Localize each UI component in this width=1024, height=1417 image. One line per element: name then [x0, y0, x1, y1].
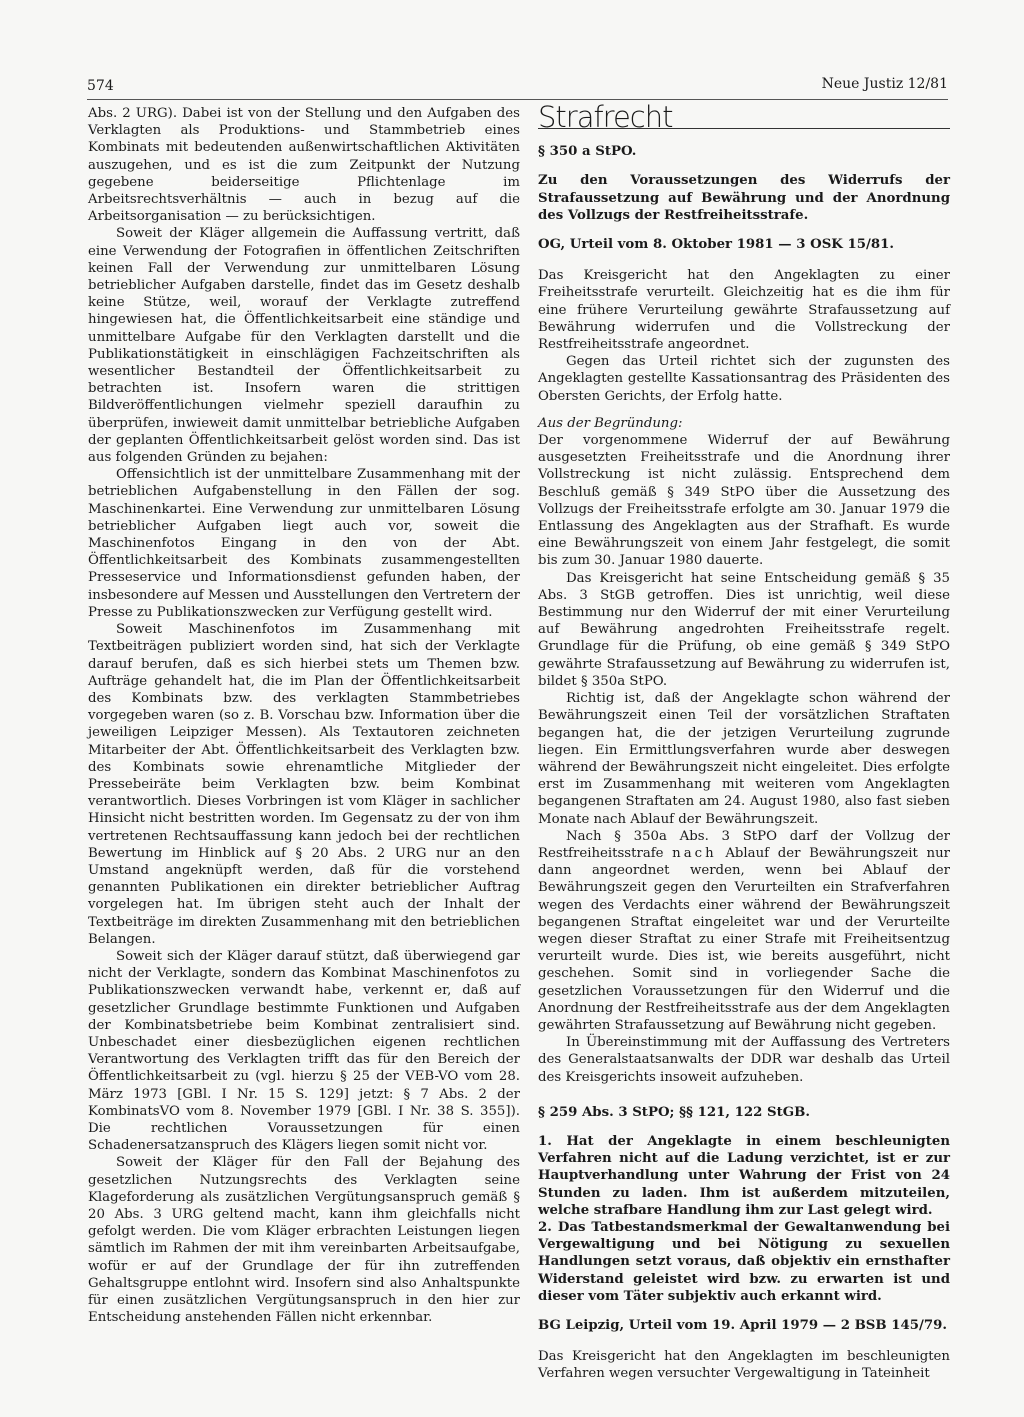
paragraph: Das Kreisgericht hat den Angeklagten zu einer Freiheitsstrafe verurteilt. Gleichzeitig hat es die ihm für eine frühere Verurteilung gewährte Strafaussetzung auf Bewährung widerrufen und die Vollstreckung der Restfreiheitsstrafe angeordnet.	[538, 268, 950, 353]
paragraph: Der vorgenommene Widerruf der auf Bewährung ausgesetzten Freiheitsstrafe und die Anordnung ihrer Vollstreckung ist nicht zulässig. Entsprechend dem Beschluß gemäß § 349 StPO über die Aussetzung des Vollzugs der Freiheitsstrafe erfolgte am 30. Januar 1979 die Entlassung des Angeklagten aus der Strafhaft. Es wurde eine Bewährungszeit von einem Jahr festgelegt, die somit bis zum 30. Januar 1980 dauerte.	[538, 433, 950, 569]
paragraph: Das Kreisgericht hat seine Entscheidung gemäß § 35 Abs. 3 StGB getroffen. Dies ist unrichtig, weil diese Bestimmung nur den Widerruf der mit einer Verurteilung auf Bewährung angedrohten Freiheitsstrafe regelt. Grundlage für die Prüfung, ob eine gemäß § 349 StPO gewährte Strafaussetzung auf Bewährung zu widerrufen ist, bildet § 350a StPO.	[538, 570, 950, 689]
spaced-word: nach	[672, 845, 717, 861]
page-number: 574	[87, 78, 114, 94]
court-citation: OG, Urteil vom 8. Oktober 1981 — 3 OSK 15/81.	[538, 237, 894, 253]
header-rule	[87, 99, 948, 100]
paragraph: Soweit der Kläger allgemein die Auffassung vertritt, daß eine Verwendung der Fotografien in öffentlichen Zeitschriften keinen Fall der Verwendung zur unmittelbaren Lösung betrieblicher Aufgaben darstelle, findet das im Gesetz deshalb keine Stütze, weil, worauf der Verklagte zutreffend hingewiesen hat, die Öffentlichkeitsarbeit eine ständige und unmittelbare Aufgabe für den Verklagten darstellt und die Publikationstätigkeit in einschlägigen Fachzeitschriften als wesentlicher Bestandteil der Öffentlichkeitsarbeit zu betrachten ist. Insofern waren die strittigen Bildveröffentlichungen vielmehr speziell daraufhin zu überprüfen, inwieweit damit unmittelbar betriebliche Aufgaben der geplanten Öffentlichkeitsarbeit gelöst worden sind. Das ist aus folgenden Gründen zu bejahen:	[88, 226, 520, 466]
reasons-label: Aus der Begründung:	[538, 415, 683, 431]
section-heading: Strafrecht	[538, 100, 673, 134]
paragraph: In Übereinstimmung mit der Auffassung des Vertreters des Generalstaatsanwalts der DDR war deshalb das Urteil des Kreisgerichts insoweit aufzuheben.	[538, 1035, 950, 1085]
text-span: Ablauf der Bewährungszeit nur dann angeordnet werden, wenn bei Ablauf der Bewährungszeit gegen den Verurteilten ein Strafverfahren wegen des Verdachts einer während der Bewährungszeit begangenen Straftat eingeleitet war und der Verurteilte wegen dieser Straftat zu einer Strafe mit Freiheitsentzug verurteilt wurde. Dies ist, wie bereits ausgeführt, nicht geschehen. Somit sind in vorliegender Sache die gesetzlichen Voraussetzungen für den Widerruf und die Anordnung der Restfreiheitsstrafe aus der dem Angeklagten gewährten Strafaussetzung auf Bewährung nicht gegeben.	[538, 845, 950, 1033]
spacer	[538, 1086, 950, 1104]
paragraph: Offensichtlich ist der unmittelbare Zusammenhang mit der betrieblichen Aufgabenstellung in den Fällen der sog. Maschinenkartei. Eine Verwendung zur unmittelbaren Lösung betrieblicher Aufgaben liegt auch vor, soweit die Maschinenfotos Eingang in den von der Abt. Öffentlichkeitsarbeit des Kombinats zusammengestellten Presseservice und Informationsdienst gefunden haben, der insbesondere auf Messen und Ausstellungen den Vertretern der Presse zu Publikationszwecken zur Verfügung gestellt wird.	[88, 467, 520, 620]
journal-title: Neue Justiz 12/81	[821, 76, 948, 92]
headnote: 2. Das Tatbestandsmerkmal der Gewaltanwendung bei Vergewaltigung und bei Nötigung zu sexuellen Handlungen setzt voraus, daß objektiv ein ernsthafter Widerstand geleistet wird bzw. zu erwarten ist und dieser vom Täter subjektiv auch erkannt wird.	[538, 1219, 950, 1304]
paragraph: Das Kreisgericht hat den Angeklagten im beschleunigten Verfahren wegen versuchter Vergewaltigung in Tateinheit	[538, 1349, 950, 1382]
statute-reference: § 259 Abs. 3 StPO; §§ 121, 122 StGB.	[538, 1104, 810, 1120]
paragraph: Soweit der Kläger für den Fall der Bejahung des gesetzlichen Nutzungsrechts des Verklagten seine Klageforderung als zusätzlichen Vergütungsanspruch gemäß § 20 Abs. 3 URG geltend macht, kann ihm gleichfalls nicht gefolgt werden. Die vom Kläger erbrachten Leistungen liegen sämtlich im Rahmen der mit ihm vereinbarten Arbeitsaufgabe, wofür er auf der Grundlage der für ihn zutreffenden Gehaltsgruppe entlohnt wird. Insofern sind also Anhaltspunkte für einen zusätzlichen Vergütungsanspruch in den hier zur Entscheidung anstehenden Fällen nicht erkennbar.	[88, 1155, 520, 1326]
paragraph: Abs. 2 URG). Dabei ist von der Stellung und den Aufgaben des Verklagten als Produktions- und Stammbetrieb eines Kombinats mit bedeutenden außenwirtschaftlichen Aktivitäten auszugehen, und es ist die zum Zeitpunkt der Nutzung gegebene beiderseitige Pflichtenlage im Arbeitsrechtsverhältnis — auch in bezug auf die Arbeitsorganisation — zu berücksichtigen.	[88, 106, 520, 225]
paragraph: Richtig ist, daß der Angeklagte schon während der Bewährungszeit einen Teil der vorsätzlichen Straftaten begangen hat, die der jetzigen Verurteilung zugrunde liegen. Ein Ermittlungsverfahren wurde aber deswegen während der Bewährungszeit nicht eingeleitet. Dies erfolgte erst im Zusammenhang mit weiteren vom Angeklagten begangenen Straftaten am 24. August 1980, also fast sieben Monate nach Ablauf der Bewährungszeit.	[538, 691, 950, 827]
paragraph: Gegen das Urteil richtet sich der zugunsten des Angeklagten gestellte Kassationsantrag des Präsidenten des Obersten Gerichts, der Erfolg hatte.	[538, 354, 950, 404]
left-column	[88, 105, 520, 1326]
statute-reference: § 350 a StPO.	[538, 144, 637, 160]
right-column	[538, 100, 950, 1383]
headnote: Zu den Voraussetzungen des Widerrufs der Strafaussetzung auf Bewährung und der Anordnung des Vollzugs der Restfreiheitsstrafe.	[538, 173, 950, 223]
headnote: 1. Hat der Angeklagte in einem beschleunigten Verfahren nicht auf die Ladung verzichtet, ist er zur Hauptverhandlung unter Wahrung der Frist von 24 Stunden zu laden. Ihm ist außerdem mitzuteilen, welche strafbare Handlung ihm zur Last gelegt wird.	[538, 1133, 950, 1218]
court-citation: BG Leipzig, Urteil vom 19. April 1979 — 2 BSB 145/79.	[538, 1318, 948, 1333]
text-span: Nach § 350a Abs. 3 StPO darf der Vollzug der Restfreiheitsstrafe	[538, 828, 950, 861]
paragraph	[538, 828, 950, 1034]
paragraph: Soweit Maschinenfotos im Zusammenhang mit Textbeiträgen publiziert worden sind, hat sich der Verklagte darauf berufen, daß es sich hierbei stets um Themen bzw. Aufträge gehandelt hat, die im Plan der Öffentlichkeitsarbeit des Kombinats bzw. des verklagten Stammbetriebes vorgegeben waren (so z. B. Vorschau bzw. Information über die jeweiligen Leipziger Messen). Als Textautoren zeichneten Mitarbeiter der Abt. Öffentlichkeitsarbeit des Verklagten bzw. des Kombinats sowie ehrenamtliche Mitglieder der Pressebeiräte beim Verklagten bzw. beim Kombinat verantwortlich. Dieses Vorbringen ist vom Kläger in sachlicher Hinsicht nicht bestritten worden. Im Gegensatz zu der von ihm vertretenen Rechtsauffassung kann jedoch bei der rechtlichen Bewertung im Hinblick auf § 20 Abs. 2 URG nur an den Umstand angeknüpft werden, daß für die vorstehend genannten Publikationen ein direkter betrieblicher Auftrag vorgelegen hat. Im übrigen steht auch der Inhalt der Textbeiträge im direkten Zusammenhang mit den betrieblichen Belangen.	[88, 622, 520, 947]
paragraph: Soweit sich der Kläger darauf stützt, daß überwiegend gar nicht der Verklagte, sondern das Kombinat Maschinenfotos zu Publikationszwecken verwandt habe, verkennt er, daß auf gesetzlicher Grundlage bestimmte Funktionen und Aufgaben der Kombinatsbetriebe beim Kombinat zentralisiert sind. Unbeschadet einer diesbezüglichen eigenen rechtlichen Verantwortung des Verklagten trifft das für den Bereich der Öffentlichkeitsarbeit zu (vgl. hierzu § 25 der VEB-VO vom 28. März 1973 [GBl. I Nr. 15 S. 129] jetzt: § 7 Abs. 2 der KombinatsVO vom 8. November 1979 [GBl. I Nr. 38 S. 355]). Die rechtlichen Voraussetzungen für einen Schadenersatzanspruch des Klägers liegen somit nicht vor.	[88, 948, 520, 1154]
